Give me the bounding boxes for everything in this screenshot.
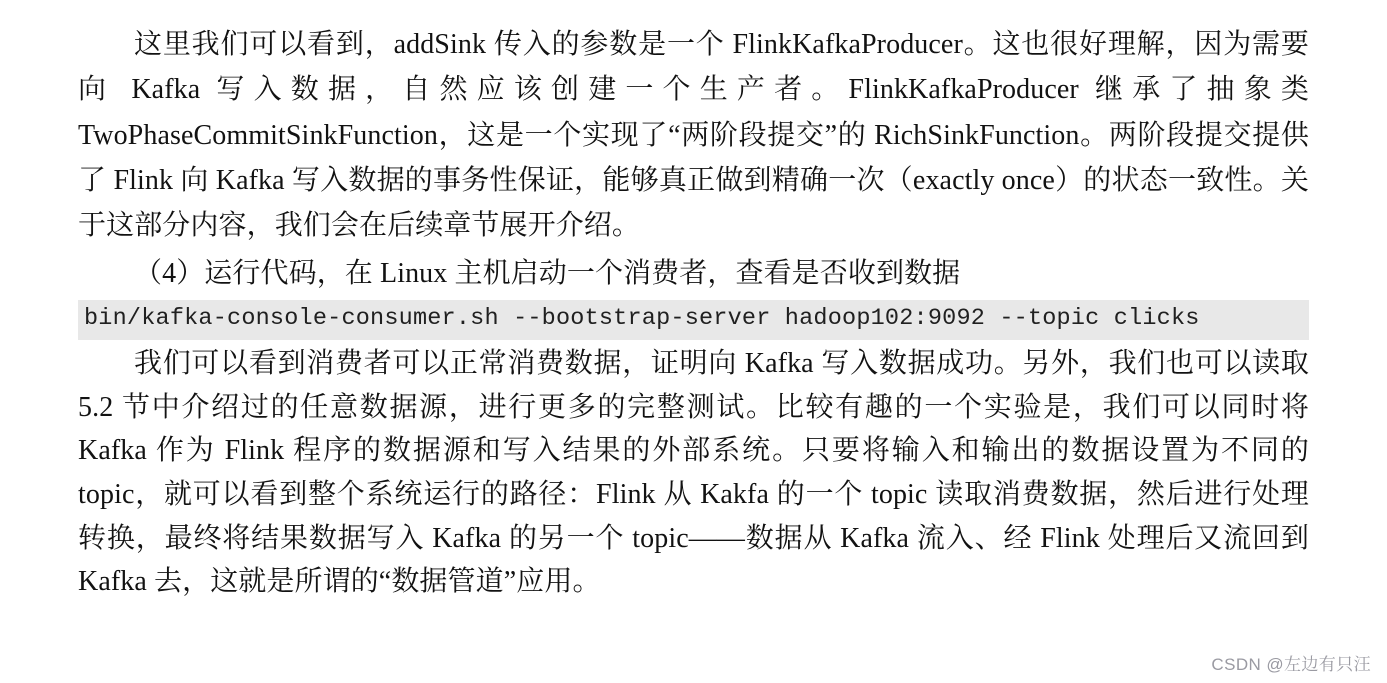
paragraph-data-pipeline: 我们可以看到消费者可以正常消费数据，证明向 Kafka 写入数据成功。另外，我们也可以读取 5.2 节中介绍过的任意数据源，进行更多的完整测试。比较有趣的一个实验是，我们可以同时将 Kafka 作为 Flink 程序的数据源和写入结果的外部系统。只要将输入和输出的数据设置为不同的 topic，就可以看到整个系统运行的路径：Flink 从 Kakfa 的一个 topic 读取消费数据，然后进行处理转换，最终将结果数据写入 Kafka 的另一个 topic——数据从 Kafka 流入、经 Flink 处理后又流回到 Kafka 去，这就是所谓的“数据管道”应用。 (78, 347, 1309, 598)
watermark (1211, 650, 1371, 675)
watermark-username: @左边有只汪 (1266, 655, 1371, 674)
code-block-kafka-console-consumer: bin/kafka-console-consumer.sh --bootstrap-server hadoop102:9092 --topic clicks (78, 300, 1309, 340)
watermark-brand: CSDN (1211, 655, 1262, 674)
paragraph-step-four: （4）运行代码，在 Linux 主机启动一个消费者，查看是否收到数据 (134, 257, 961, 289)
paragraph-flinkkafkaproducer: 这里我们可以看到，addSink 传入的参数是一个 FlinkKafkaProducer。这也很好理解，因为需要向 Kafka 写入数据，自然应该创建一个生产者。FlinkKafkaProducer 继承了抽象类 TwoPhaseCommitSinkFunction，这是一个实现了“两阶段提交”的 RichSinkFunction。两阶段提交提供了 Flink 向 Kafka 写入数据的事务性保证，能够真正做到精确一次（exactly once）的状态一致性。关于这部分内容，我们会在后续章节展开介绍。 (78, 29, 1309, 242)
